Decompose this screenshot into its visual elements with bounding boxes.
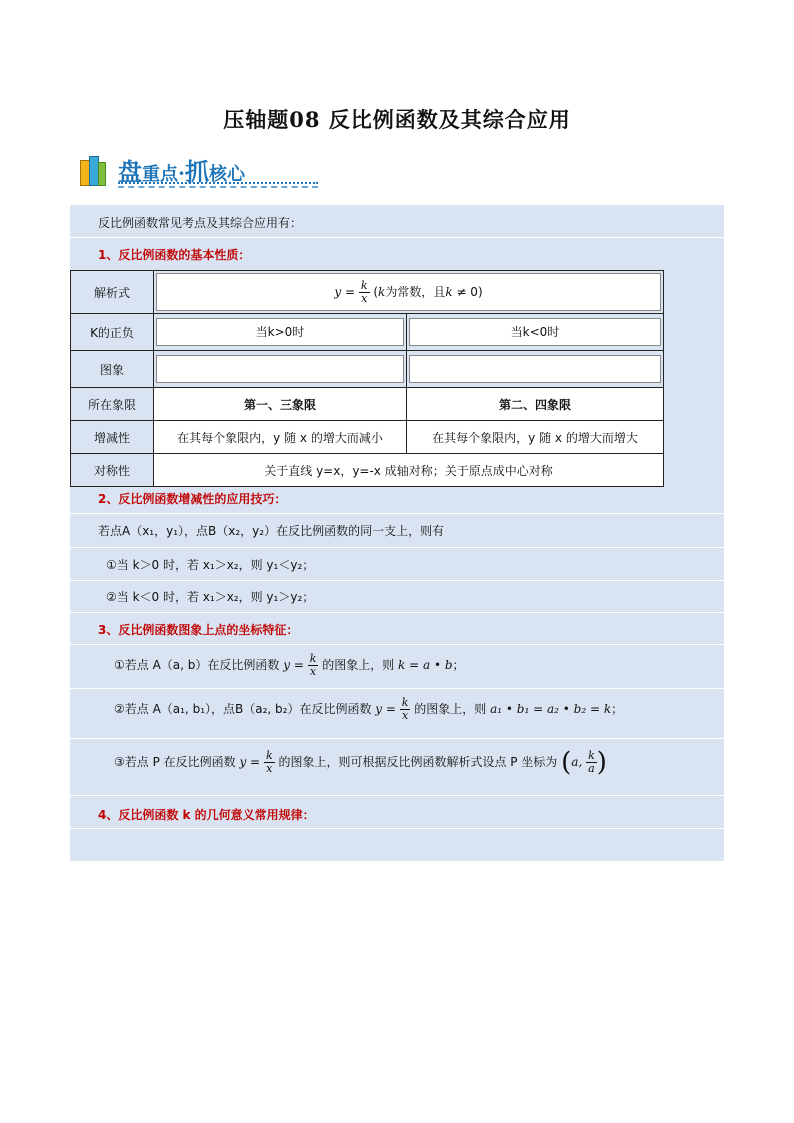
table-row	[71, 454, 664, 487]
section1-heading: 1、反比例函数的基本性质：	[98, 248, 251, 262]
formula-cell: y = $\frac{k}{x}$ (k为常数，且k ≠ 0)	[154, 271, 664, 314]
section3-item1: ①若点 A（a, b）在反比例函数 y = $\frac{k}{x}$ 的图象上，则 k = a • b；	[114, 652, 465, 678]
cell-symmetry: 关于直线 y=x，y=-x 成轴对称；关于原点成中心对称	[154, 454, 664, 487]
section3-heading: 3、反比例函数图象上点的坐标特征：	[98, 623, 299, 637]
section-banner	[78, 150, 328, 192]
section4-heading: 4、反比例函数 k 的几何意义常用规律：	[98, 808, 315, 822]
table-row	[71, 271, 664, 314]
cell-right: 当k<0时	[407, 314, 664, 351]
page-title: 压轴题08 反比例函数及其综合应用	[223, 107, 571, 132]
row-label: 解析式	[71, 271, 154, 314]
table-row	[71, 388, 664, 421]
row-label: 增减性	[71, 421, 154, 454]
section3-item2: ②若点 A（a₁, b₁），点B（a₂, b₂）在反比例函数 y = $\frac{k}{x}$ 的图象上，则 a₁ • b₁ = a₂ • b₂ = k；	[114, 696, 624, 722]
row-label: 所在象限	[71, 388, 154, 421]
graph-left	[154, 351, 407, 388]
table-row	[71, 314, 664, 351]
cell-left: 在其每个象限内，y 随 x 的增大而减小	[154, 421, 407, 454]
banner-text: 盘重点·抓核心	[118, 157, 245, 186]
cell-left: 第一、三象限	[154, 388, 407, 421]
intro-text: 反比例函数常见考点及其综合应用有：	[98, 216, 303, 230]
section2-line1: 若点A（x₁，y₁），点B（x₂，y₂）在反比例函数的同一支上，则有	[98, 524, 445, 538]
graph-right	[407, 351, 664, 388]
section2-heading: 2、反比例函数增减性的应用技巧：	[98, 492, 287, 506]
row-label: K的正负	[71, 314, 154, 351]
row-label: 对称性	[71, 454, 154, 487]
cell-right: 第二、四象限	[407, 388, 664, 421]
table-row	[71, 351, 664, 388]
cell-left: 当k>0时	[154, 314, 407, 351]
books-icon	[78, 154, 106, 184]
section3-item3: ③若点 P 在反比例函数 y = $\frac{k}{x}$ 的图象上，则可根据反比例函数解析式设点 P 坐标为 (a, $\frac{k}{a}$ )	[114, 747, 607, 778]
section2-line3: ②当 k＜0 时，若 x₁＞x₂，则 y₁＞y₂；	[106, 590, 315, 604]
table-row	[71, 421, 664, 454]
properties-table	[70, 270, 664, 487]
cell-right: 在其每个象限内，y 随 x 的增大而增大	[407, 421, 664, 454]
row-label: 图象	[71, 351, 154, 388]
section2-line2: ①当 k＞0 时，若 x₁＞x₂，则 y₁＜y₂；	[106, 558, 315, 572]
